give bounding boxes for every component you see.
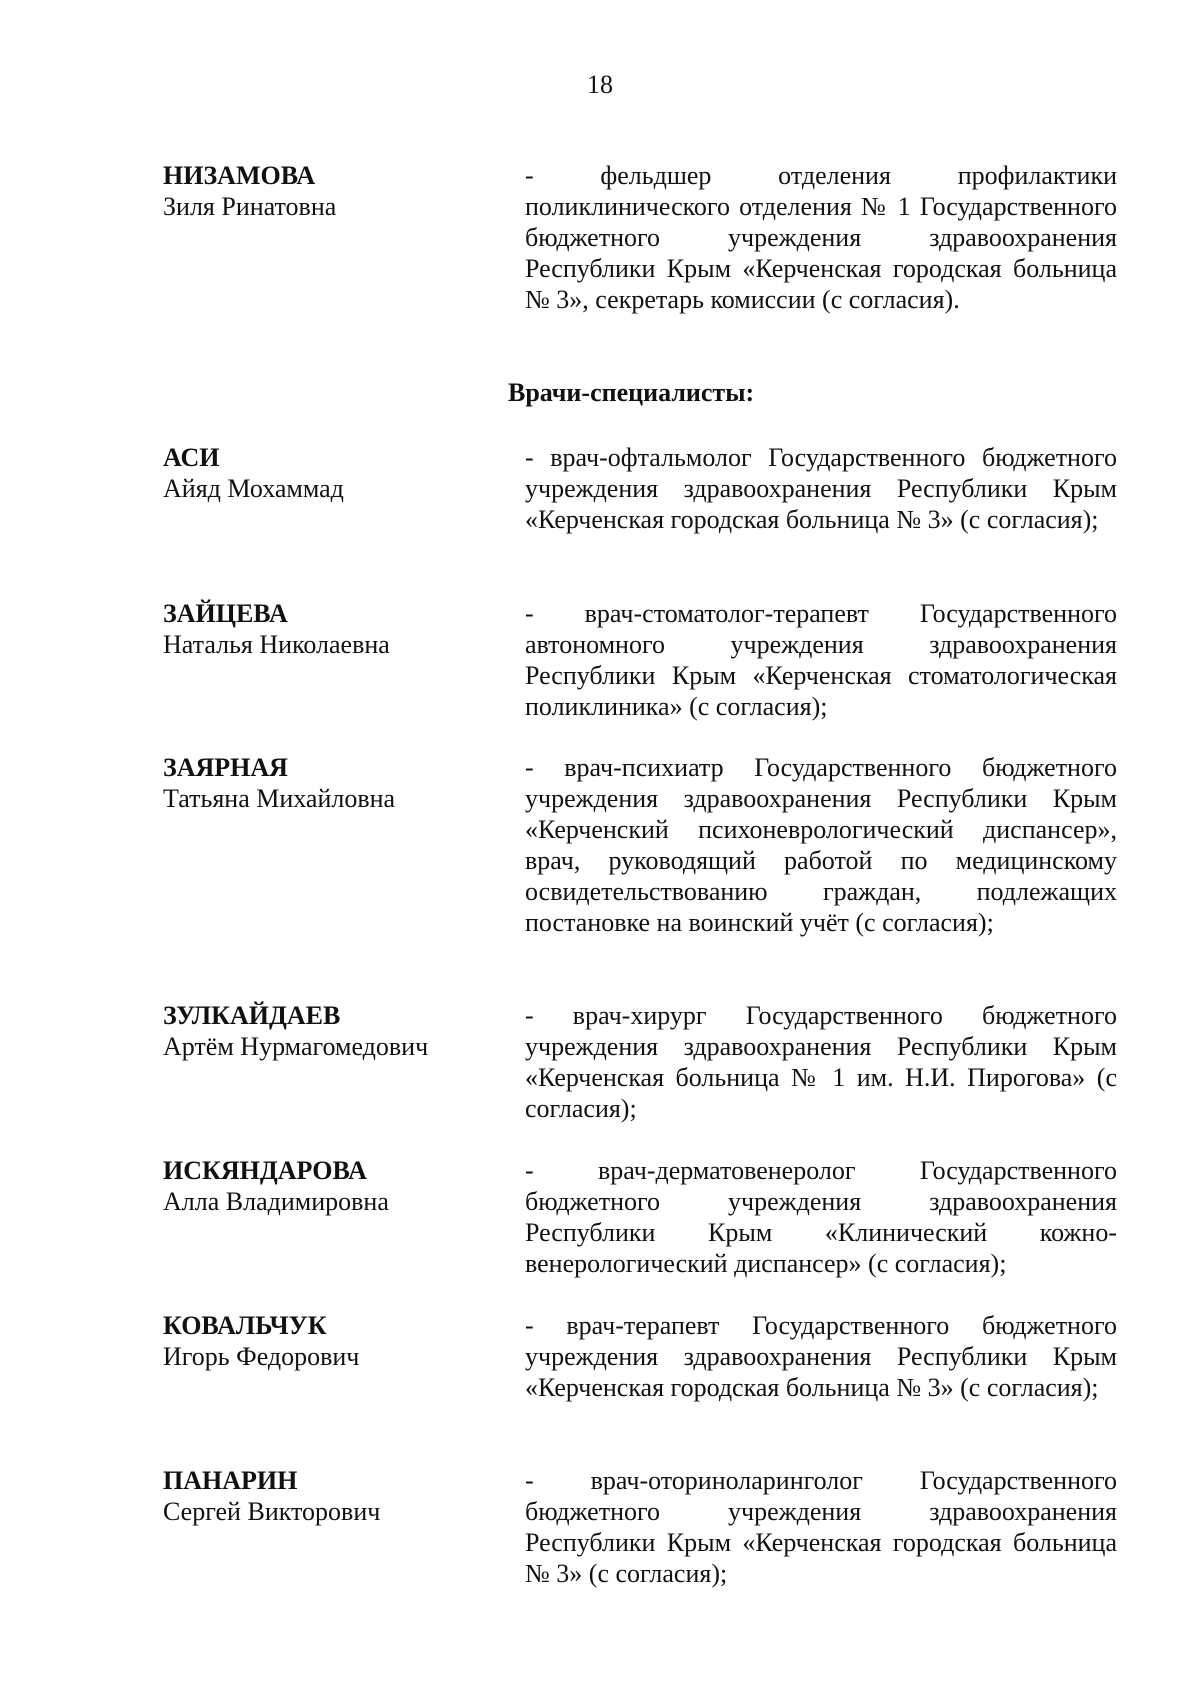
page-number: 18 [587,70,613,99]
member-name [163,1155,493,1217]
member-description: - врач-хирург Государственного бюджетного учреждения здравоохранения Республики Крым «Керченская больница № 1 им. Н.И. Пирогова» (с согласия); [525,1001,1117,1123]
member-name [163,598,493,660]
member-description: - фельдшер отделения профилактики поликлинического отделения № 1 Государственного бюджетного учреждения здравоохранения Республики Крым «Керченская городская больница № 3», секретарь комиссии (с согласия). [525,161,1117,314]
member-description: - врач-стоматолог-терапевт Государственного автономного учреждения здравоохранения Республики Крым «Керченская стоматологическая поликлиника» (с согласия); [525,599,1117,721]
member-description: - врач-психиатр Государственного бюджетного учреждения здравоохранения Республики Крым «Керченский психоневрологический диспансер», врач, руководящий работой по медицинскому освидетельствованию граждан, подлежащих постановке на воинский учёт (с согласия); [525,753,1117,937]
member-name [163,1465,493,1527]
member-name [163,1310,493,1372]
member-name [163,442,493,504]
member-description: - врач-офтальмолог Государственного бюджетного учреждения здравоохранения Республики Крым «Керченская городская больница № 3» (с согласия); [525,443,1117,534]
member-description: - врач-дерматовенеролог Государственного бюджетного учреждения здравоохранения Республики Крым «Клинический кожно-венерологический диспансер» (с согласия); [525,1156,1117,1278]
member-name [163,1000,493,1062]
section-title: Врачи-специалисты: [508,378,755,407]
member-description: - врач-оториноларинголог Государственного бюджетного учреждения здравоохранения Республики Крым «Керченская городская больница № 3» (с согласия); [525,1466,1117,1588]
member-given-name: Игорь Федорович [163,1342,360,1371]
member-surname: ПАНАРИН [163,1466,298,1495]
member-given-name: Татьяна Михайловна [163,784,396,813]
member-surname: ЗАЙЦЕВА [163,599,288,628]
member-name [163,752,493,814]
member-given-name: Сергей Викторович [163,1497,381,1526]
member-given-name: Алла Владимировна [163,1187,389,1216]
member-surname: ИСКЯНДАРОВА [163,1156,367,1185]
member-surname: ЗУЛКАЙДАЕВ [163,1001,341,1030]
member-surname: АСИ [163,443,220,472]
member-description: - врач-терапевт Государственного бюджетного учреждения здравоохранения Республики Крым «Керченская городская больница № 3» (с согласия); [525,1311,1117,1402]
member-name [163,160,493,222]
member-surname: КОВАЛЬЧУК [163,1311,327,1340]
member-surname: НИЗАМОВА [163,161,316,190]
member-given-name: Артём Нурмагомедович [163,1032,429,1061]
member-given-name: Зиля Ринатовна [163,192,337,221]
member-given-name: Наталья Николаевна [163,630,390,659]
member-surname: ЗАЯРНАЯ [163,753,288,782]
member-given-name: Айяд Мохаммад [163,474,344,503]
